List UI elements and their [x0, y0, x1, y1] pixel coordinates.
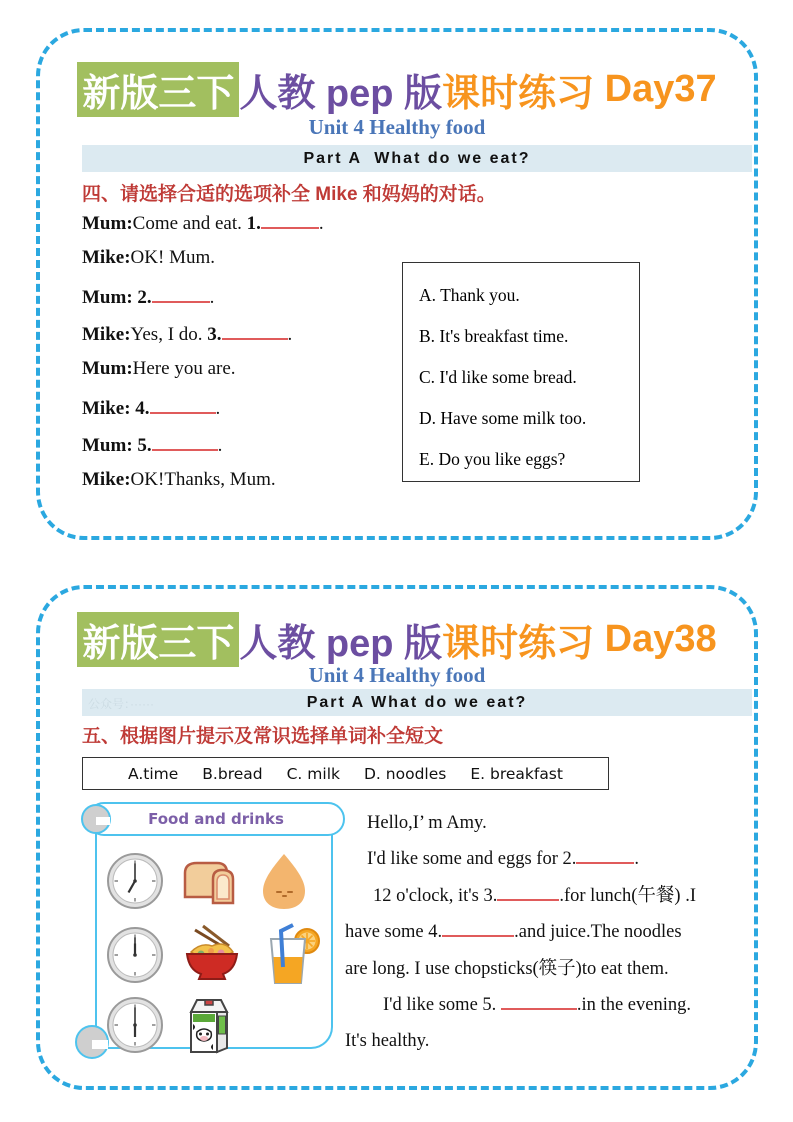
exercise-4-title: 四、请选择合适的选项补全 Mike 和妈妈的对话。 — [82, 184, 496, 205]
scroll-curl-bottom-icon — [75, 1025, 109, 1059]
answer-blank-5[interactable] — [152, 432, 218, 451]
exercise-5-title: 五、根据图片提示及常识选择单词补全短文 — [82, 726, 444, 747]
worksheet-day37-panel — [36, 28, 758, 540]
dialogue-line-4: Mike:Yes, I do. 3. . — [82, 321, 292, 346]
part-title: Part A What do we eat? — [303, 149, 531, 167]
passage-line-7: It's healthy. — [345, 1031, 430, 1052]
clock-12-oclock-icon — [105, 925, 165, 985]
word-bank-box — [82, 757, 609, 790]
passage-line-5: are long. I use chopsticks(筷子)to eat them. — [345, 958, 669, 979]
page-title: 新版三下 人教 pep 版 课时练习 Day38 — [40, 612, 754, 667]
worksheet-day38-panel — [36, 585, 758, 1090]
card-header — [87, 802, 345, 836]
noodles-bowl-icon — [177, 924, 247, 986]
dialogue-line-7: Mum: 5. . — [82, 432, 222, 457]
options-box — [402, 262, 640, 482]
answer-blank-4[interactable] — [442, 919, 514, 938]
word-bank-item-c: C. milk — [286, 764, 340, 783]
passage-line-1: Hello,I’ m Amy. — [367, 813, 487, 833]
part-header-bar — [82, 689, 752, 716]
watermark-text: 公众号：······ — [88, 697, 154, 711]
cloze-passage — [345, 805, 763, 1060]
word-bank-item-d: D. noodles — [363, 764, 447, 783]
answer-blank-2[interactable] — [152, 284, 210, 303]
food-and-drinks-card — [87, 802, 345, 1055]
option-b: B. It's breakfast time. — [419, 326, 569, 346]
clock-7-oclock-icon — [105, 851, 165, 911]
day-number: Day38 — [594, 618, 717, 660]
answer-blank-3[interactable] — [222, 321, 288, 340]
option-a: A. Thank you. — [419, 285, 520, 305]
part-title: Part A What do we eat? — [306, 693, 528, 711]
dialogue-line-2: Mike:OK! Mum. — [82, 247, 215, 268]
bread-icon — [177, 853, 243, 909]
answer-blank-1[interactable] — [261, 210, 319, 229]
dialogue-line-6: Mike: 4. . — [82, 395, 220, 420]
answer-blank-2[interactable] — [576, 846, 634, 865]
answer-blank-4[interactable] — [150, 395, 216, 414]
part-header-bar — [82, 145, 752, 172]
dialogue-line-1: Mum:Come and eat. 1. . — [82, 210, 324, 235]
option-d: D. Have some milk too. — [419, 408, 587, 428]
edition-badge: 新版三下 — [77, 612, 239, 667]
scroll-curl-top-icon — [81, 804, 111, 834]
egg-icon — [255, 850, 313, 912]
passage-line-4: have some 4. .and juice.The noodles — [345, 914, 763, 950]
passage-line-2: I'd like some and eggs for 2. . — [345, 841, 763, 877]
option-e: E. Do you like eggs? — [419, 449, 566, 469]
word-bank-item-a: A.time — [128, 764, 179, 783]
passage-line-6: I'd like some 5. .in the evening. — [345, 987, 763, 1023]
day-number: Day37 — [594, 68, 717, 110]
dialogue-line-8: Mike:OK!Thanks, Mum. — [82, 469, 276, 490]
page-title: 新版三下 人教 pep 版 课时练习 Day37 — [40, 62, 754, 117]
card-title: Food and drinks — [148, 810, 284, 828]
passage-line-3: 12 o'clock, it's 3. .for lunch(午餐) .I — [345, 878, 763, 914]
word-bank-item-b: B.bread — [202, 764, 263, 783]
option-c: C. I'd like some bread. — [419, 367, 577, 387]
unit-title: Unit 4 Healthy food — [308, 663, 486, 687]
word-bank-item-e: E. breakfast — [470, 764, 563, 783]
clock-6-oclock-icon — [105, 995, 165, 1055]
milk-carton-icon — [177, 994, 239, 1056]
orange-juice-icon — [259, 923, 321, 987]
answer-blank-5[interactable] — [501, 992, 577, 1011]
edition-badge: 新版三下 — [77, 62, 239, 117]
unit-title: Unit 4 Healthy food — [308, 115, 486, 139]
dialogue-line-5: Mum:Here you are. — [82, 358, 236, 379]
answer-blank-3[interactable] — [497, 882, 559, 901]
dialogue-line-3: Mum: 2. . — [82, 284, 214, 309]
